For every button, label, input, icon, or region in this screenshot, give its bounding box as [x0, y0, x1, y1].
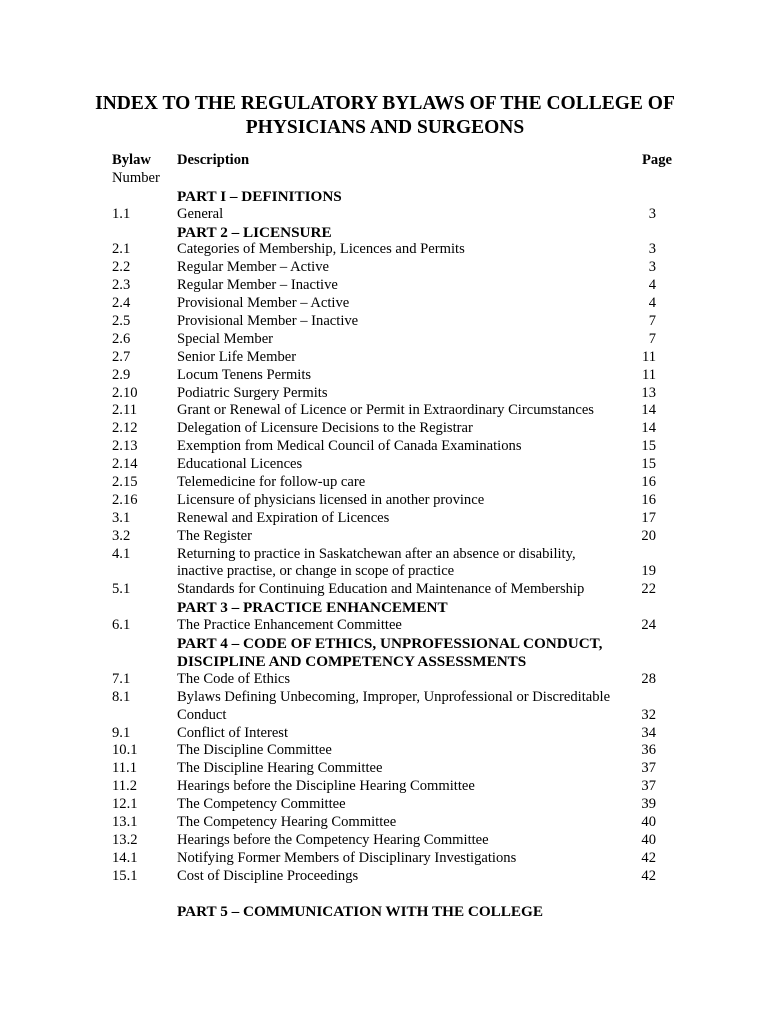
- page-number: 3: [648, 259, 656, 276]
- bylaw-description: Conflict of Interest: [177, 724, 289, 741]
- bylaw-number: 3.1: [112, 509, 131, 526]
- bylaw-number: 9.1: [112, 724, 131, 741]
- table-row: [0, 796, 770, 814]
- bylaw-description: Locum Tenens Permits: [177, 366, 312, 383]
- bylaw-number: 1.1: [112, 205, 131, 222]
- bylaw-description: Telemedicine for follow-up care: [177, 474, 366, 491]
- bylaw-description: Cost of Discipline Proceedings: [177, 867, 359, 884]
- page-number: 24: [641, 617, 656, 634]
- page-number: 13: [641, 384, 656, 401]
- header-number: Number: [112, 169, 160, 186]
- bylaw-description: Grant or Renewal of Licence or Permit in Extraordinary Circumstances: [177, 402, 594, 419]
- table-row: [0, 349, 770, 367]
- part-4-title: PART 4 – CODE OF ETHICS, UNPROFESSIONAL CONDUCT,: [177, 635, 603, 653]
- table-row-continuation: [0, 563, 770, 581]
- page-number: 4: [648, 295, 656, 312]
- bylaw-number: 13.2: [112, 831, 138, 848]
- part-2-title: PART 2 – LICENSURE: [177, 223, 332, 241]
- bylaw-number: 2.14: [112, 456, 138, 473]
- table-row: [0, 850, 770, 868]
- page-number: 40: [641, 813, 656, 830]
- header-bylaw: Bylaw: [112, 152, 151, 168]
- bylaw-description: The Competency Hearing Committee: [177, 813, 397, 830]
- bylaw-number: 11.2: [112, 778, 137, 795]
- table-row: [0, 617, 770, 635]
- page-number: 4: [648, 277, 656, 294]
- table-row: [0, 671, 770, 689]
- bylaw-number: 15.1: [112, 867, 138, 884]
- bylaw-description: Hearings before the Competency Hearing Committee: [177, 831, 489, 848]
- bylaw-description: Exemption from Medical Council of Canada Examinations: [177, 438, 522, 455]
- header-description: Description: [177, 152, 250, 168]
- page-number: 7: [648, 313, 656, 330]
- bylaw-number: 2.16: [112, 491, 138, 508]
- bylaw-description: Senior Life Member: [177, 348, 297, 365]
- bylaw-number: 5.1: [112, 581, 131, 598]
- page-number: 39: [641, 796, 656, 813]
- index-table: [0, 152, 770, 920]
- page-number: 7: [648, 330, 656, 347]
- title-line-2: PHYSICIANS AND SURGEONS: [245, 117, 525, 138]
- bylaw-description-continued: Conduct: [177, 706, 227, 723]
- bylaw-description: Renewal and Expiration of Licences: [177, 509, 390, 526]
- bylaw-description: Educational Licences: [177, 456, 303, 473]
- bylaw-number: 13.1: [112, 813, 138, 830]
- bylaw-description: The Code of Ethics: [177, 670, 291, 687]
- bylaw-description: The Discipline Committee: [177, 742, 332, 759]
- bylaw-number: 7.1: [112, 670, 131, 687]
- bylaw-description: The Competency Committee: [177, 796, 346, 813]
- spacer: [0, 886, 770, 903]
- page-number: 14: [641, 420, 656, 437]
- part-heading: [0, 188, 770, 206]
- part-heading: [0, 903, 770, 921]
- part-heading: [0, 224, 770, 242]
- table-row: [0, 331, 770, 349]
- page-number: 16: [641, 474, 656, 491]
- bylaw-number: 14.1: [112, 849, 138, 866]
- bylaw-description: Licensure of physicians licensed in another province: [177, 491, 485, 508]
- bylaw-number: 2.12: [112, 420, 138, 437]
- table-row: [0, 456, 770, 474]
- page-number: 19: [641, 563, 656, 580]
- table-row: [0, 277, 770, 295]
- page-number: 17: [641, 509, 656, 526]
- page-number: 11: [641, 366, 656, 383]
- table-row: [0, 474, 770, 492]
- bylaw-number: 2.13: [112, 438, 138, 455]
- bylaw-number: 11.1: [112, 760, 137, 777]
- page-number: 28: [641, 670, 656, 687]
- header-row-2: [0, 170, 770, 188]
- part-heading: [0, 635, 770, 653]
- bylaw-description: Regular Member – Inactive: [177, 277, 338, 294]
- table-row: [0, 438, 770, 456]
- bylaw-number: 2.10: [112, 384, 138, 401]
- part-5-title: PART 5 – COMMUNICATION WITH THE COLLEGE: [177, 902, 543, 920]
- bylaw-description: General: [177, 205, 224, 222]
- table-row: [0, 492, 770, 510]
- table-row-continuation: [0, 707, 770, 725]
- page-number: 34: [641, 724, 656, 741]
- table-row: [0, 546, 770, 564]
- bylaw-number: 2.9: [112, 366, 131, 383]
- page-title: [0, 92, 770, 140]
- page-number: 3: [648, 205, 656, 222]
- table-row: [0, 206, 770, 224]
- bylaw-description: Special Member: [177, 330, 274, 347]
- bylaw-number: 2.3: [112, 277, 131, 294]
- table-row: [0, 313, 770, 331]
- table-row: [0, 742, 770, 760]
- table-row: [0, 868, 770, 886]
- page-number: 36: [641, 742, 656, 759]
- page-number: 37: [641, 778, 656, 795]
- bylaw-description: Notifying Former Members of Disciplinary Investigations: [177, 849, 517, 866]
- bylaw-number: 4.1: [112, 545, 131, 562]
- bylaw-description: Hearings before the Discipline Hearing Committee: [177, 778, 475, 795]
- bylaw-number: 2.15: [112, 474, 138, 491]
- table-row: [0, 367, 770, 385]
- bylaw-number: 2.1: [112, 241, 131, 258]
- table-row: [0, 510, 770, 528]
- bylaw-description: Bylaws Defining Unbecoming, Improper, Unprofessional or Discreditable: [177, 688, 611, 705]
- part-heading: [0, 599, 770, 617]
- page-number: 11: [641, 348, 656, 365]
- table-row: [0, 832, 770, 850]
- part-heading-continued: [0, 653, 770, 671]
- table-row: [0, 385, 770, 403]
- page-number: 20: [641, 527, 656, 544]
- bylaw-number: 10.1: [112, 742, 138, 759]
- page-number: 42: [641, 849, 656, 866]
- page-number: 22: [641, 581, 656, 598]
- page-number: 37: [641, 760, 656, 777]
- page-number: 15: [641, 456, 656, 473]
- table-row: [0, 259, 770, 277]
- bylaw-number: 2.4: [112, 295, 131, 312]
- table-row: [0, 760, 770, 778]
- bylaw-number: 2.7: [112, 348, 131, 365]
- bylaw-description: Provisional Member – Inactive: [177, 313, 359, 330]
- table-row: [0, 241, 770, 259]
- table-row: [0, 689, 770, 707]
- page-number: 14: [641, 402, 656, 419]
- bylaw-description: Standards for Continuing Education and Maintenance of Membership: [177, 581, 585, 598]
- bylaw-number: 2.11: [112, 402, 137, 419]
- bylaw-description: The Practice Enhancement Committee: [177, 617, 402, 634]
- bylaw-description: Delegation of Licensure Decisions to the Registrar: [177, 420, 473, 437]
- table-row: [0, 581, 770, 599]
- table-row: [0, 725, 770, 743]
- table-row: [0, 420, 770, 438]
- table-row: [0, 295, 770, 313]
- page-number: 15: [641, 438, 656, 455]
- table-row: [0, 402, 770, 420]
- page-number: 42: [641, 867, 656, 884]
- bylaw-number: 12.1: [112, 796, 138, 813]
- bylaw-description: Podiatric Surgery Permits: [177, 384, 328, 401]
- page-number: 40: [641, 831, 656, 848]
- table-row: [0, 814, 770, 832]
- part-1-title: PART I – DEFINITIONS: [177, 187, 342, 205]
- bylaw-description: Provisional Member – Active: [177, 295, 350, 312]
- table-row: [0, 528, 770, 546]
- page-number: 3: [648, 241, 656, 258]
- bylaw-description: The Discipline Hearing Committee: [177, 760, 383, 777]
- table-row: [0, 778, 770, 796]
- bylaw-description: The Register: [177, 527, 252, 544]
- header-page: Page: [642, 152, 672, 168]
- bylaw-number: 3.2: [112, 527, 131, 544]
- bylaw-number: 2.6: [112, 330, 131, 347]
- page-number: 16: [641, 491, 656, 508]
- bylaw-description: Regular Member – Active: [177, 259, 329, 276]
- bylaw-number: 6.1: [112, 617, 131, 634]
- title-line-1: INDEX TO THE REGULATORY BYLAWS OF THE COLLEGE OF: [95, 93, 675, 114]
- header-row: [0, 152, 770, 170]
- bylaw-number: 2.2: [112, 259, 131, 276]
- bylaw-description: Returning to practice in Saskatchewan after an absence or disability,: [177, 545, 576, 562]
- page-number: 32: [641, 706, 656, 723]
- part-3-title: PART 3 – PRACTICE ENHANCEMENT: [177, 599, 448, 617]
- bylaw-description: Categories of Membership, Licences and Permits: [177, 241, 465, 258]
- bylaw-description-continued: inactive practise, or change in scope of practice: [177, 563, 455, 580]
- part-4-title-continued: DISCIPLINE AND COMPETENCY ASSESSMENTS: [177, 652, 527, 670]
- bylaw-number: 8.1: [112, 688, 131, 705]
- bylaw-number: 2.5: [112, 313, 131, 330]
